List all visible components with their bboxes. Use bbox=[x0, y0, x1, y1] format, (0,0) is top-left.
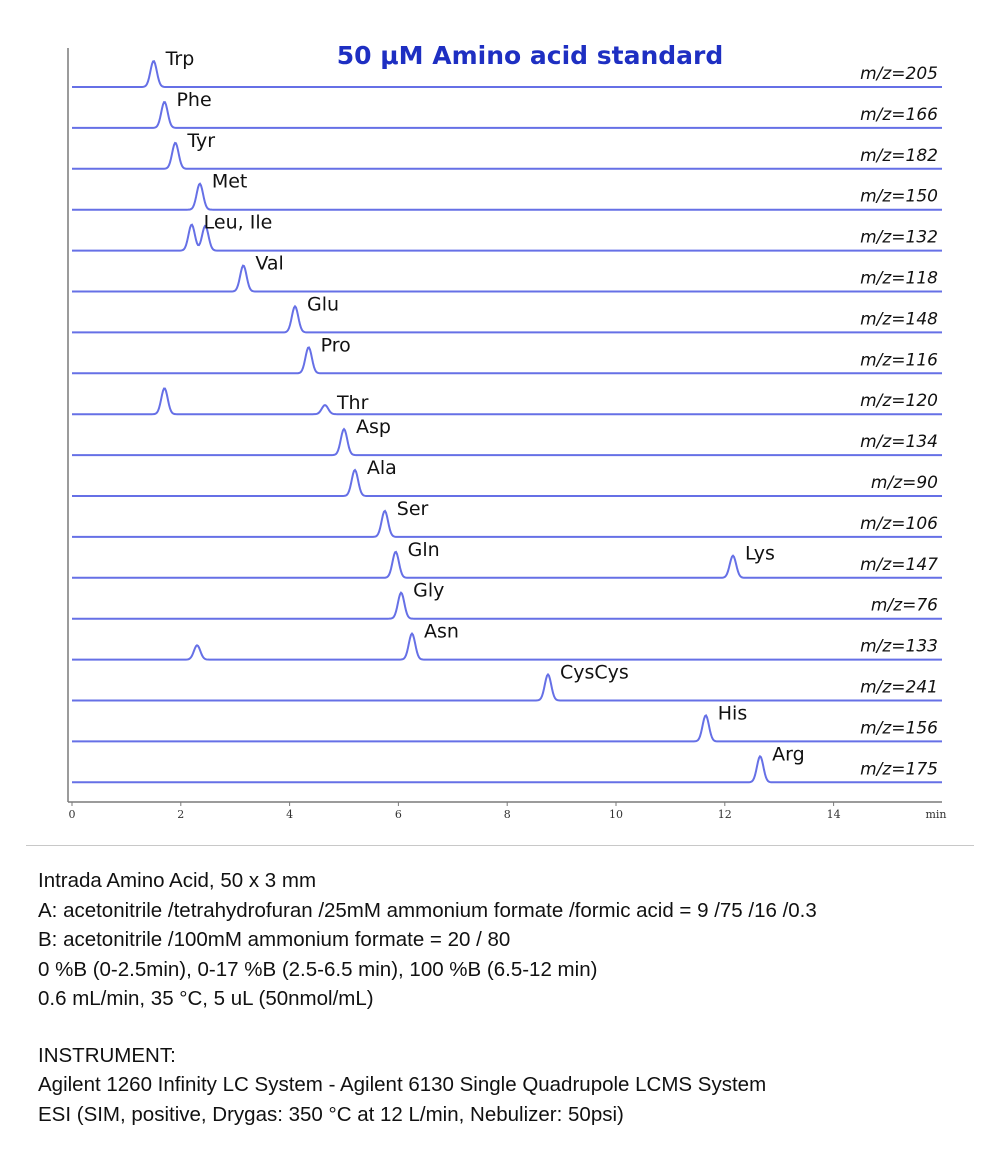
peak-label: CysCys bbox=[560, 661, 629, 684]
chart-title: 50 μM Amino acid standard bbox=[336, 41, 724, 70]
x-tick-label: 12 bbox=[717, 808, 732, 821]
instrument-system-text: Agilent 1260 Infinity LC System - Agilent 6130 Single Quadrupole LCMS System bbox=[38, 1073, 767, 1096]
trace-line bbox=[72, 634, 942, 660]
trace-group bbox=[72, 539, 942, 578]
peak-label: Ala bbox=[366, 457, 397, 479]
x-tick-label: 0 bbox=[68, 808, 76, 821]
peak-label: Met bbox=[211, 170, 248, 193]
peak-label: Trp bbox=[165, 48, 195, 70]
peak-label: Asp bbox=[356, 416, 391, 439]
trace-line bbox=[72, 552, 942, 578]
spacer bbox=[38, 1014, 988, 1041]
trace-group bbox=[72, 621, 942, 660]
trace-group bbox=[72, 334, 942, 373]
trace-line bbox=[72, 306, 942, 332]
trace-group bbox=[72, 457, 942, 496]
mz-label: m/z=90 bbox=[870, 473, 938, 493]
conditions-text: 0.6 mL/min, 35 °C, 5 uL (50nmol/mL) bbox=[38, 987, 374, 1010]
x-tick-label: 2 bbox=[177, 808, 185, 821]
x-tick-label: 14 bbox=[826, 808, 841, 821]
peak-label: Gly bbox=[413, 579, 445, 602]
mz-label: m/z=106 bbox=[860, 513, 938, 534]
gradient-text: 0 %B (0-2.5min), 0-17 %B (2.5-6.5 min), 100 %B (6.5-12 min) bbox=[38, 957, 598, 981]
peak-label: Lys bbox=[744, 542, 775, 565]
mobile-phase-a-text: A: acetonitrile /tetrahydrofuran /25mM ammonium formate /formic acid = 9 /75 /16 /0.3 bbox=[38, 898, 817, 922]
mz-label: m/z=133 bbox=[860, 636, 938, 657]
mz-label: m/z=182 bbox=[860, 145, 938, 166]
mz-label: m/z=175 bbox=[860, 759, 938, 780]
x-tick-label: min bbox=[925, 808, 947, 821]
trace-group bbox=[72, 580, 942, 619]
mz-label: m/z=150 bbox=[860, 186, 938, 207]
trace-line bbox=[72, 266, 942, 292]
mz-label: m/z=120 bbox=[860, 391, 938, 412]
trace-line bbox=[72, 347, 942, 373]
section-divider bbox=[26, 845, 974, 846]
mz-label: m/z=76 bbox=[870, 595, 938, 616]
instrument-heading: INSTRUMENT: bbox=[38, 1043, 176, 1067]
trace-line bbox=[72, 715, 942, 741]
peak-label: Thr bbox=[336, 392, 369, 415]
trace-line bbox=[72, 388, 942, 414]
mz-label: m/z=134 bbox=[860, 432, 938, 453]
x-tick-label: 4 bbox=[286, 808, 294, 821]
trace-line bbox=[72, 470, 942, 496]
trace-group bbox=[72, 171, 942, 210]
trace-group bbox=[72, 130, 942, 169]
trace-group bbox=[72, 743, 942, 782]
column-text: Intrada Amino Acid, 50 x 3 mm bbox=[38, 869, 317, 892]
trace-line bbox=[72, 225, 942, 251]
trace-line bbox=[72, 675, 942, 701]
mobile-phase-b-text: B: acetonitrile /100mM ammonium formate = 20 / 80 bbox=[38, 928, 511, 951]
trace-group bbox=[72, 388, 942, 414]
peak-label: Tyr bbox=[187, 129, 216, 152]
instrument-source-text: ESI (SIM, positive, Drygas: 350 °C at 12 L/min, Nebulizer: 50psi) bbox=[38, 1102, 624, 1126]
trace-line bbox=[72, 184, 942, 210]
mz-label: m/z=118 bbox=[860, 268, 938, 289]
peak-label: His bbox=[717, 702, 748, 725]
peak-label: Gln bbox=[407, 538, 440, 561]
trace-group bbox=[72, 89, 942, 128]
trace-group bbox=[72, 702, 942, 741]
mz-label: m/z=148 bbox=[860, 309, 938, 330]
mz-label: m/z=166 bbox=[860, 104, 938, 125]
peak-label: Asn bbox=[424, 620, 459, 643]
peak-label: Val bbox=[255, 252, 284, 275]
mz-label: m/z=205 bbox=[860, 64, 938, 84]
trace-line bbox=[72, 756, 942, 782]
trace-group bbox=[72, 498, 942, 537]
trace-line bbox=[72, 429, 942, 455]
trace-group bbox=[72, 293, 942, 332]
peak-label: Arg bbox=[772, 743, 805, 766]
trace-group bbox=[72, 662, 942, 701]
peak-label: Pro bbox=[320, 334, 351, 357]
trace-group bbox=[72, 253, 942, 292]
trace-group bbox=[72, 416, 942, 455]
trace-line bbox=[72, 593, 942, 619]
x-tick-label: 8 bbox=[503, 808, 511, 821]
x-tick-label: 10 bbox=[609, 808, 623, 821]
peak-label: Leu, Ile bbox=[203, 211, 273, 234]
peak-label: Glu bbox=[307, 293, 340, 316]
trace-group bbox=[72, 212, 942, 251]
peak-label: Phe bbox=[176, 88, 212, 111]
mz-label: m/z=156 bbox=[860, 718, 938, 739]
trace-line bbox=[72, 511, 942, 537]
x-tick-label: 6 bbox=[394, 808, 402, 821]
mz-label: m/z=132 bbox=[860, 227, 938, 248]
mz-label: m/z=116 bbox=[860, 350, 938, 371]
mz-label: m/z=147 bbox=[860, 554, 938, 575]
mz-label: m/z=241 bbox=[860, 677, 938, 698]
method-description bbox=[38, 866, 988, 1129]
peak-label: Ser bbox=[396, 497, 429, 520]
